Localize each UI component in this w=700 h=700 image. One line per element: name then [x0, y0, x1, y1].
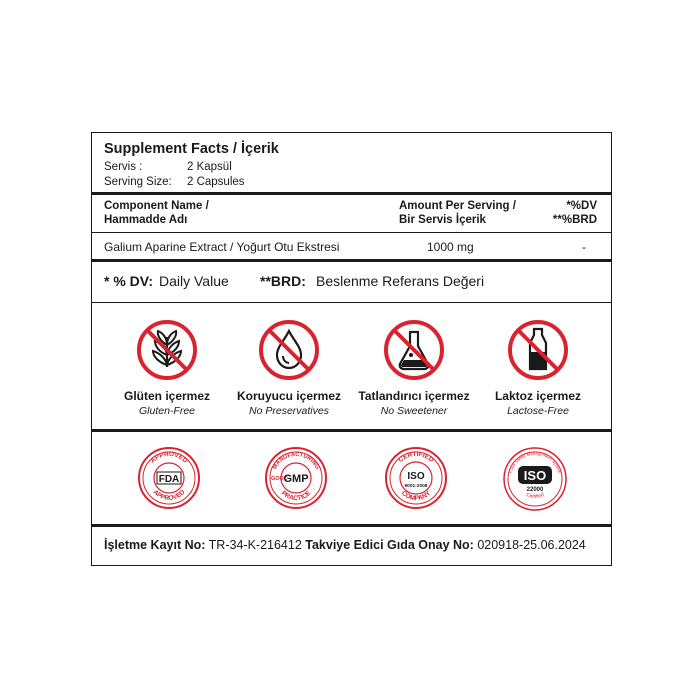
- svg-text:COMPANY: COMPANY: [399, 489, 433, 503]
- approval-value: 020918-25.06.2024: [477, 538, 586, 552]
- badge-subtitle: No Preservatives: [249, 405, 329, 417]
- svg-text:Certified: Certified: [525, 491, 545, 500]
- badge-title: Koruyucu içermez: [236, 389, 342, 403]
- gmp-seal: [264, 446, 328, 510]
- ingredient-amount: 1000 mg: [427, 240, 474, 254]
- reg-value: TR-34-K-216412: [208, 538, 302, 552]
- iso-9001-seal: [384, 446, 448, 510]
- serving-tr-value: 2 Kapsül: [187, 161, 232, 173]
- svg-text:GMP: GMP: [283, 473, 309, 485]
- divider-thick: [92, 429, 611, 432]
- svg-text:APPROVED: APPROVED: [149, 450, 189, 465]
- legend-brd-text: Beslenme Referans Değeri: [316, 273, 485, 289]
- column-amount-line2: Bir Servis İçerik: [399, 214, 486, 226]
- svg-text:22000: 22000: [526, 487, 544, 493]
- svg-text:PRACTICE: PRACTICE: [279, 489, 313, 503]
- badge-title: Laktoz içermez: [494, 389, 582, 403]
- fda-approved-seal: [137, 446, 201, 510]
- serving-tr-label: Servis :: [104, 161, 143, 173]
- svg-text:Food Safety Management System: Food Safety Management System: [507, 450, 563, 474]
- legend-brd-key: **BRD:: [260, 273, 306, 289]
- serving-en-label: Serving Size:: [104, 176, 172, 188]
- badge-no-preservatives: [229, 319, 349, 417]
- badge-gluten-free: [107, 319, 227, 417]
- svg-text:9001:2008: 9001:2008: [404, 484, 428, 489]
- badge-subtitle: No Sweetener: [380, 405, 448, 417]
- column-dv-line1: *%DV: [566, 200, 597, 212]
- svg-text:MANUFACTURING: MANUFACTURING: [272, 451, 320, 471]
- badge-no-sweetener: [354, 319, 474, 417]
- svg-text:ISO: ISO: [523, 468, 547, 483]
- badge-subtitle: Lactose-Free: [507, 405, 569, 417]
- divider: [92, 302, 611, 303]
- svg-text:APPROVED: APPROVED: [151, 488, 187, 503]
- approval-label: Takviye Edici Gıda Onay No:: [305, 538, 474, 552]
- legend-dv-text: Daily Value: [159, 273, 229, 289]
- legend-dv-key: * % DV:: [104, 273, 154, 289]
- badge-subtitle: Gluten-Free: [138, 405, 196, 417]
- divider-thick: [92, 192, 611, 195]
- badge-title: Glüten içermez: [123, 389, 211, 403]
- svg-text:ISO: ISO: [407, 471, 425, 482]
- column-name-line1: Component Name /: [104, 200, 209, 212]
- gluten-free-icon: [136, 319, 198, 381]
- serving-en-value: 2 Capsules: [187, 176, 245, 188]
- no-preservatives-icon: [258, 319, 320, 381]
- column-name-line2: Hammadde Adı: [104, 214, 188, 226]
- divider: [92, 232, 611, 233]
- ingredient-dv: -: [582, 240, 586, 254]
- label-title: Supplement Facts / İçerik: [104, 141, 279, 157]
- column-amount-line1: Amount Per Serving /: [399, 200, 516, 212]
- divider-thick: [92, 524, 611, 527]
- svg-text:FDA: FDA: [158, 474, 180, 485]
- badge-lactose-free: [478, 319, 598, 417]
- supplement-facts-label: [91, 132, 612, 566]
- divider-thick: [92, 259, 611, 262]
- lactose-free-icon: [507, 319, 569, 381]
- reg-label: İşletme Kayıt No:: [104, 538, 206, 552]
- ingredient-name: Galium Aparine Extract / Yoğurt Otu Ekstresi: [104, 240, 340, 254]
- svg-text:CERTIFIED: CERTIFIED: [397, 450, 435, 464]
- badge-title: Tatlandırıcı içermez: [358, 389, 470, 403]
- no-sweetener-icon: [383, 319, 445, 381]
- column-dv-line2: **%BRD: [552, 214, 597, 226]
- iso-22000-seal: [502, 446, 568, 512]
- registration-footer: [104, 538, 586, 552]
- svg-text:GOOD: GOOD: [271, 476, 288, 482]
